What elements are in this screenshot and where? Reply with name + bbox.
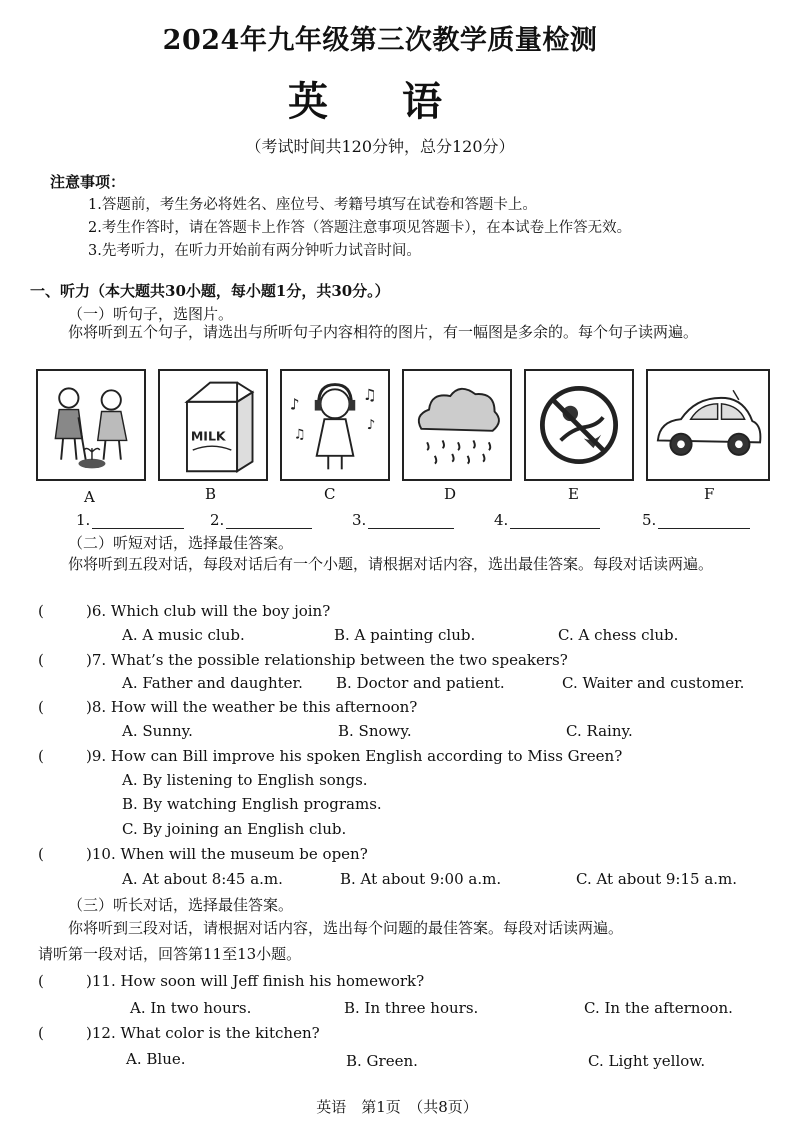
- option-a[interactable]: A. At about 8:45 a.m.: [122, 870, 283, 888]
- option-a[interactable]: A. Sunny.: [122, 722, 193, 740]
- part1-instruction: 你将听到五个句子，请选出与所听句子内容相符的图片，有一幅图是多余的。每个句子读两遍。: [68, 323, 699, 341]
- option-c[interactable]: C. By joining an English club.: [122, 820, 347, 838]
- answer-blank-3[interactable]: 3.: [352, 511, 454, 529]
- answer-blank-2[interactable]: 2.: [210, 511, 312, 529]
- planting-children-icon: [38, 371, 144, 479]
- picture-e: [524, 369, 634, 481]
- option-c[interactable]: C. In the afternoon.: [584, 999, 733, 1017]
- note-item: 1.答题前，考生务必将姓名、座位号、考籍号填写在试卷和答题卡上。: [88, 197, 537, 213]
- part2-heading: （二）听短对话，选择最佳答案。: [68, 534, 294, 552]
- milk-carton-icon: [160, 371, 266, 479]
- option-c[interactable]: C. A chess club.: [558, 626, 679, 644]
- car-icon: [648, 371, 768, 479]
- option-a[interactable]: A. By listening to English songs.: [122, 771, 368, 789]
- part3-sub-instruction: 请听第一段对话，回答第11至13小题。: [38, 945, 302, 963]
- option-b[interactable]: B. By watching English programs.: [122, 795, 382, 813]
- picture-row: [36, 369, 776, 481]
- picture-a: [36, 369, 146, 481]
- note-item: 3.先考听力，在听力开始前有两分钟听力试音时间。: [88, 243, 421, 259]
- option-b[interactable]: B. Green.: [346, 1052, 418, 1070]
- exam-title: 2024年九年级第三次教学质量检测: [162, 25, 598, 56]
- question-8: ( )8. How will the weather be this afternoon?: [38, 698, 418, 716]
- picture-c: [280, 369, 390, 481]
- svg-text:♪: ♪: [289, 395, 300, 414]
- svg-text:MILK: MILK: [190, 428, 226, 444]
- part2-instruction: 你将听到五段对话，每段对话后有一个小题，请根据对话内容，选出最佳答案。每段对话读两遍。: [68, 555, 714, 573]
- option-c[interactable]: C. At about 9:15 a.m.: [576, 870, 738, 888]
- question-12: ( )12. What color is the kitchen?: [38, 1024, 320, 1042]
- option-a[interactable]: A. In two hours.: [130, 999, 252, 1017]
- question-7: ( )7. What’s the possible relationship between the two speakers?: [38, 651, 568, 669]
- option-a[interactable]: A. A music club.: [122, 626, 245, 644]
- page-footer: 英语 第1页 （共8页）: [316, 1098, 478, 1116]
- svg-text:♫: ♫: [293, 426, 306, 443]
- option-b[interactable]: B. In three hours.: [344, 999, 479, 1017]
- question-9: ( )9. How can Bill improve his spoken English according to Miss Green?: [38, 747, 623, 765]
- answer-blank-5[interactable]: 5.: [642, 511, 750, 529]
- question-10: ( )10. When will the museum be open?: [38, 845, 368, 863]
- option-b[interactable]: B. At about 9:00 a.m.: [340, 870, 502, 888]
- notes-heading: 注意事项：: [50, 173, 126, 191]
- girl-headphones-music-icon: [282, 371, 388, 479]
- question-11: ( )11. How soon will Jeff finish his homework?: [38, 972, 425, 990]
- subject-title: 英 语: [288, 78, 472, 125]
- picture-d: [402, 369, 512, 481]
- option-b[interactable]: B. A painting club.: [334, 626, 476, 644]
- option-a[interactable]: A. Father and daughter.: [122, 674, 303, 692]
- picture-label: A: [84, 488, 95, 506]
- option-c[interactable]: C. Waiter and customer.: [562, 674, 745, 692]
- no-flower-picking-icon: [526, 371, 632, 479]
- picture-label: B: [205, 485, 217, 503]
- picture-b: [158, 369, 268, 481]
- picture-label: C: [324, 485, 336, 503]
- svg-text:♪: ♪: [366, 416, 376, 433]
- picture-label: D: [444, 485, 457, 503]
- picture-label: E: [568, 485, 579, 503]
- svg-text:♫: ♫: [362, 385, 377, 404]
- part3-instruction: 你将听到三段对话，请根据对话内容，选出每个问题的最佳答案。每段对话读两遍。: [68, 919, 624, 937]
- part1-heading: （一）听句子，选图片。: [68, 305, 234, 323]
- option-c[interactable]: C. Rainy.: [566, 722, 633, 740]
- option-b[interactable]: B. Doctor and patient.: [336, 674, 505, 692]
- option-c[interactable]: C. Light yellow.: [588, 1052, 706, 1070]
- part3-heading: （三）听长对话，选择最佳答案。: [68, 896, 294, 914]
- answer-blank-1[interactable]: 1.: [76, 511, 184, 529]
- section-heading: 一、听力（本大题共30小题，每小题1分，共30分。）: [30, 282, 390, 300]
- time-info: （考试时间共120分钟，总分120分）: [245, 137, 515, 156]
- picture-f: [646, 369, 770, 481]
- answer-blank-4[interactable]: 4.: [494, 511, 600, 529]
- option-a[interactable]: A. Blue.: [126, 1050, 186, 1068]
- option-b[interactable]: B. Snowy.: [338, 722, 412, 740]
- note-item: 2.考生作答时，请在答题卡上作答（答题注意事项见答题卡），在本试卷上作答无效。: [88, 220, 632, 236]
- question-6: ( )6. Which club will the boy join?: [38, 602, 331, 620]
- picture-label: F: [704, 485, 715, 503]
- rain-cloud-icon: [404, 371, 510, 479]
